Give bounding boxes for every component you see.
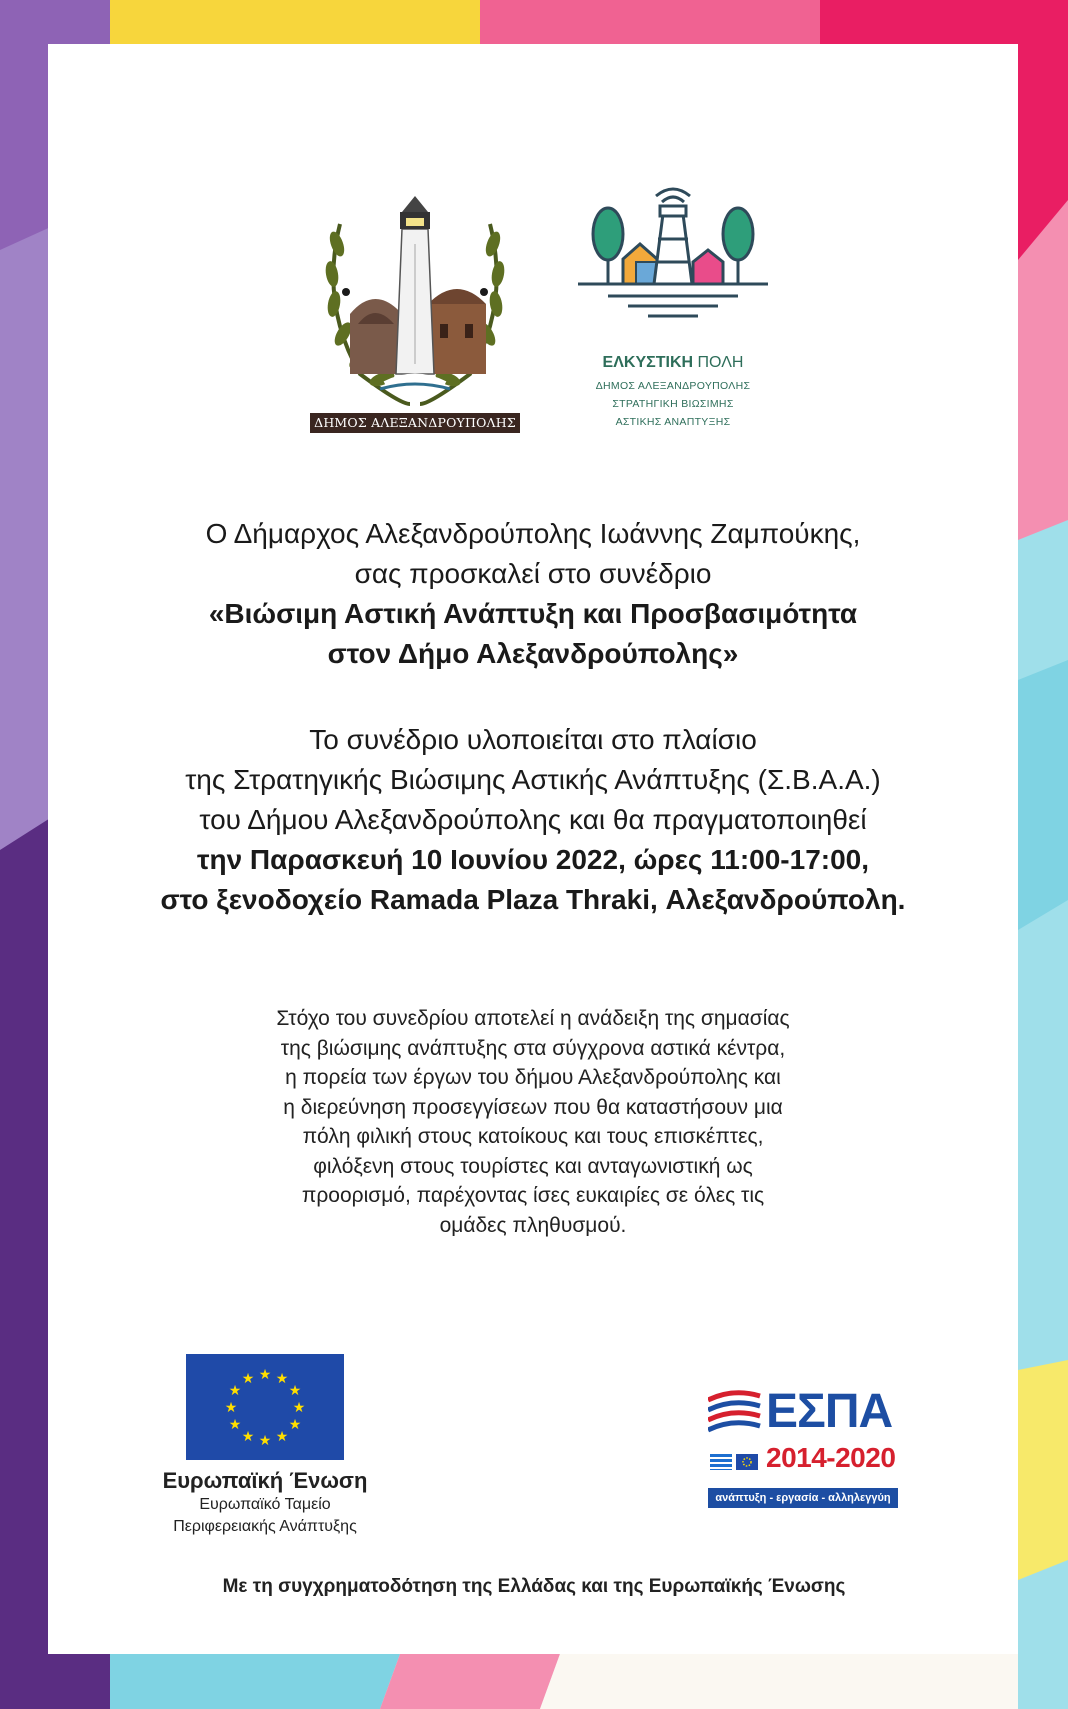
conference-details bbox=[48, 720, 1018, 920]
conference-line-2: της Στρατηγικής Βιώσιμης Αστικής Ανάπτυξης (Σ.Β.Α.Α.) bbox=[185, 764, 881, 795]
svg-text:★: ★ bbox=[288, 1383, 302, 1399]
eu-fund-line-1: Ευρωπαϊκό Ταμείο bbox=[199, 1496, 331, 1513]
espa-slogan: ανάπτυξη - εργασία - αλληλεγγύη bbox=[708, 1488, 898, 1508]
lighthouse-emblem-icon bbox=[310, 184, 520, 414]
eu-stars-icon bbox=[186, 1354, 344, 1460]
svg-text:★: ★ bbox=[258, 1433, 272, 1449]
svg-text:★: ★ bbox=[241, 1429, 255, 1445]
svg-text:★: ★ bbox=[288, 1417, 302, 1433]
elkystiki-title-rest: ΠΟΛΗ bbox=[697, 354, 744, 371]
dimos-alexandroupolis-logo bbox=[310, 184, 520, 434]
conference-line-3: του Δήμου Αλεξανδρούπολης και θα πραγματοποιηθεί bbox=[199, 804, 867, 835]
goal-line: φιλόξενη στους τουρίστες και ανταγωνιστική ως bbox=[313, 1154, 753, 1178]
svg-text:★: ★ bbox=[228, 1417, 242, 1433]
elkystiki-subtitle-1: ΔΗΜΟΣ ΑΛΕΞΑΝΔΡΟΥΠΟΛΗΣ bbox=[595, 380, 751, 392]
top-logos bbox=[48, 184, 1018, 444]
eu-fund-line-2: Περιφερειακής Ανάπτυξης bbox=[173, 1518, 357, 1535]
lighthouse-city-icon bbox=[568, 184, 778, 344]
conference-title-line-1: «Βιώσιμη Αστική Ανάπτυξη και Προσβασιμότητα bbox=[208, 598, 858, 629]
espa-word: ΕΣΠΑ bbox=[766, 1385, 893, 1438]
conference-venue: στο ξενοδοχείο Ramada Plaza Thraki, Αλεξανδρούπολη. bbox=[160, 884, 906, 915]
invitation-line-2: σας προσκαλεί στο συνέδριο bbox=[354, 558, 712, 589]
conference-goal bbox=[48, 1004, 1018, 1240]
espa-years: 2014-2020 bbox=[766, 1442, 896, 1473]
svg-text:★: ★ bbox=[228, 1383, 242, 1399]
goal-line: προορισμό, παρέχοντας ίσες ευκαιρίες σε όλες τις bbox=[301, 1184, 765, 1207]
goal-line: της βιώσιμης ανάπτυξης στα σύγχρονα αστικά κέντρα, bbox=[280, 1036, 786, 1060]
espa-waves-icon bbox=[708, 1388, 768, 1488]
elkystiki-subtitle-2: ΣΤΡΑΤΗΓΙΚΗ ΒΙΩΣΙΜΗΣ bbox=[612, 398, 734, 410]
conference-title-line-2: στον Δήμο Αλεξανδρούπολης» bbox=[327, 638, 739, 669]
goal-line: πόλη φιλική στους κατοίκους και τους επισκέπτες, bbox=[302, 1125, 764, 1148]
goal-line: η διερεύνηση προσεγγίσεων που θα καταστήσουν μια bbox=[283, 1095, 783, 1119]
goal-line: ομάδες πληθυσμού. bbox=[439, 1213, 627, 1237]
espa-logo bbox=[708, 1384, 898, 1504]
elkystiki-subtitle-3: ΑΣΤΙΚΗΣ ΑΝΑΠΤΥΞΗΣ bbox=[615, 416, 731, 428]
conference-date: την Παρασκευή 10 Ιουνίου 2022, ώρες 11:00-17:00, bbox=[196, 844, 870, 875]
elkystiki-title-bold: ΕΛΚΥΣΤΙΚΗ bbox=[602, 354, 694, 371]
eu-logo-block bbox=[150, 1354, 380, 1538]
svg-text:★: ★ bbox=[224, 1400, 238, 1416]
invitation-line-1: Ο Δήμαρχος Αλεξανδρούπολης Ιωάννης Ζαμπούκης, bbox=[205, 518, 861, 549]
dimos-label: ΔΗΜΟΣ ΑΛΕΞΑΝΔΡΟΥΠΟΛΗΣ bbox=[310, 413, 520, 433]
elkystiki-poli-logo bbox=[568, 184, 778, 444]
invitation-card bbox=[48, 44, 1018, 1654]
svg-text:★: ★ bbox=[275, 1371, 289, 1387]
svg-text:★: ★ bbox=[258, 1367, 272, 1383]
elkystiki-title bbox=[568, 354, 778, 372]
eu-flag-icon bbox=[186, 1354, 344, 1460]
funding-note: Με τη συγχρηματοδότηση της Ελλάδας και της Ευρωπαϊκής Ένωσης bbox=[222, 1576, 846, 1597]
svg-text:★: ★ bbox=[275, 1429, 289, 1445]
conference-line-1: Το συνέδριο υλοποιείται στο πλαίσιο bbox=[309, 724, 757, 755]
goal-line: η πορεία των έργων του δήμου Αλεξανδρούπολης και bbox=[285, 1066, 781, 1089]
invitation-text bbox=[48, 514, 1018, 674]
svg-text:★: ★ bbox=[292, 1400, 306, 1416]
svg-text:★: ★ bbox=[241, 1371, 255, 1387]
goal-line: Στόχο του συνεδρίου αποτελεί η ανάδειξη της σημασίας bbox=[276, 1007, 790, 1030]
eu-name: Ευρωπαϊκή Ένωση bbox=[162, 1468, 368, 1493]
